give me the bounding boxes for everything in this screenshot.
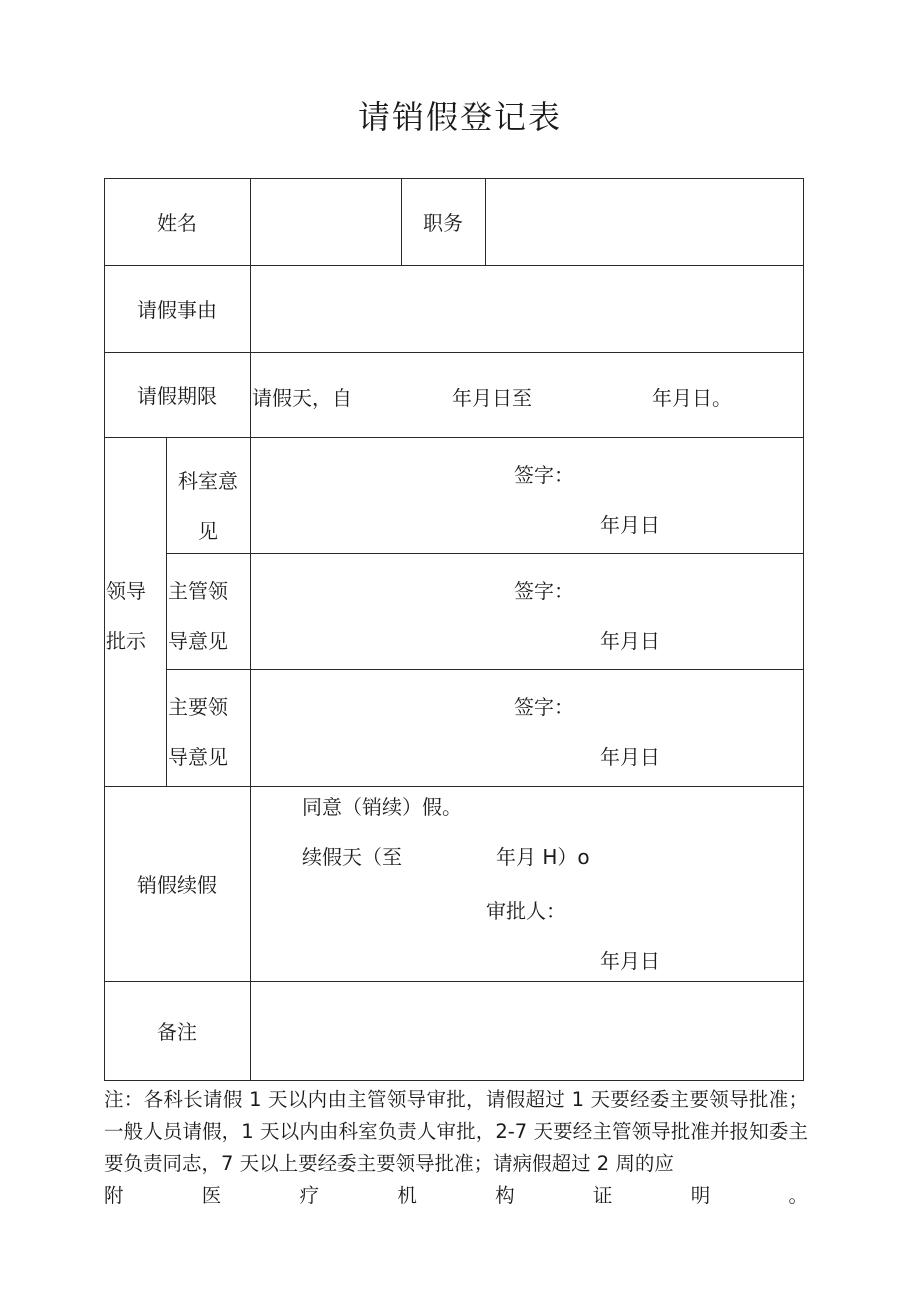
date-label: 年月日 [600, 745, 660, 769]
date-label: 年月日 [600, 513, 660, 537]
extend-date-text: 年月 H）o [496, 845, 590, 869]
sign-label: 签字： [514, 579, 574, 603]
sign-label: 签字： [514, 463, 574, 487]
period-text-to: 年月日。 [652, 386, 732, 410]
dept-opinion-field[interactable] [251, 438, 803, 553]
remark-field[interactable] [251, 982, 803, 1080]
period-label: 请假期限 [137, 384, 217, 408]
position-field[interactable] [486, 179, 803, 265]
footnote [104, 1084, 808, 1212]
approver-label: 审批人： [486, 899, 566, 923]
footnote-last-line: 附 医 疗 机 构 证 明 。 [104, 1184, 808, 1207]
footnote-body: 注：各科长请假 1 天以内由主管领导审批，请假超过 1 天要经委主要领导批准；一般人员请假，1 天以内由科室负责人审批，2-7 天要经主管领导批准并报知委主要负责同志，7 天以上要经委主要领导批准；请病假超过 2 周的应 [104, 1088, 808, 1175]
cancel-extend-label: 销假续假 [137, 873, 217, 897]
period-field[interactable] [251, 353, 803, 437]
name-label: 姓名 [157, 211, 197, 235]
supervisor-opinion-field[interactable] [251, 554, 803, 669]
name-field[interactable] [251, 179, 401, 265]
date-label: 年月日 [600, 949, 660, 973]
reason-label: 请假事由 [137, 298, 217, 322]
leader-approval-label: 领导 批示 [106, 579, 146, 653]
period-text-start: 请假天，自 [252, 386, 352, 410]
supervisor-opinion-label: 主管领 导意见 [168, 579, 228, 653]
form-title: 请销假登记表 [357, 98, 562, 136]
reason-field[interactable] [251, 266, 803, 352]
main-leader-opinion-label: 主要领 导意见 [168, 695, 228, 769]
sign-label: 签字： [514, 695, 574, 719]
dept-opinion-label: 科室意 见 [178, 469, 238, 543]
extend-text: 续假天（至 [302, 845, 402, 869]
cancel-extend-field[interactable] [251, 787, 803, 981]
period-text-from: 年月日至 [452, 386, 532, 410]
date-label: 年月日 [600, 629, 660, 653]
agree-text: 同意（销续）假。 [302, 795, 462, 819]
main-leader-opinion-field[interactable] [251, 670, 803, 786]
remark-label: 备注 [157, 1020, 197, 1044]
position-label: 职务 [423, 211, 463, 235]
